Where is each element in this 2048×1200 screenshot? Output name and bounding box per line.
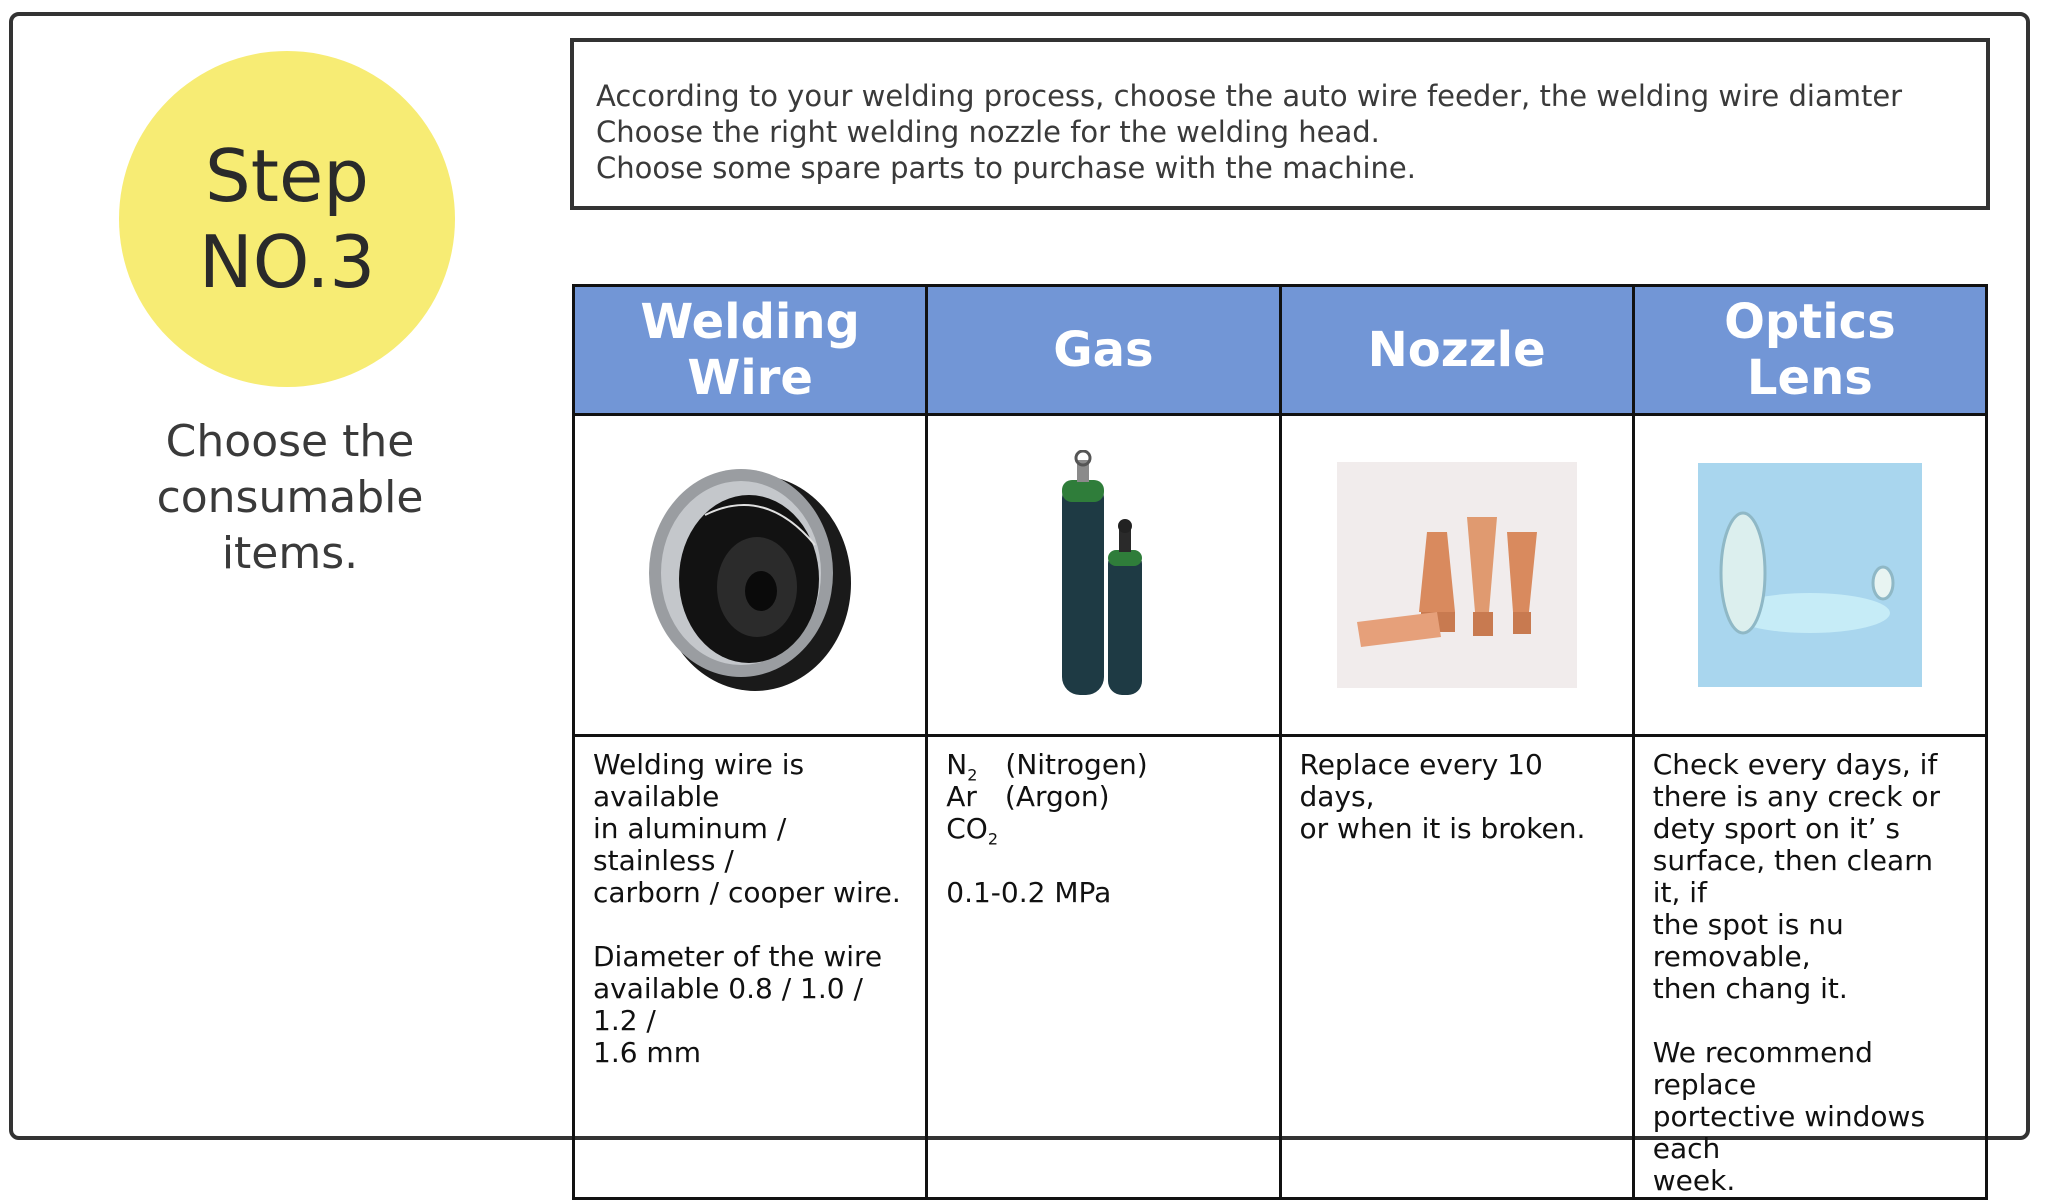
intro-box [570,38,1990,210]
header-line: Welding [640,294,860,350]
step-number: NO.3 [198,220,376,304]
header-nozzle [1280,286,1633,415]
desc-line: dety sport on it’ s [1652,812,1901,845]
desc-line: Check every days, if [1652,748,1938,781]
desc-line: there is any creck or [1652,780,1941,813]
desc-line: 1.6 mm [593,1036,701,1069]
gas-image-cell [927,415,1280,736]
step-subtitle [110,414,470,582]
header-gas [927,286,1280,415]
header-line: Lens [1746,350,1873,406]
gas-co2 [946,812,1262,849]
gas-nitrogen [946,748,1262,785]
optics-lens-image-cell [1633,415,1986,736]
step-subtitle-line: Choose the [165,416,415,467]
welding-wire-spool-icon [645,455,855,695]
consumables-table [572,284,1988,1200]
intro-line: According to your welding process, choose the auto wire feeder, the welding wire diamter [596,79,1903,113]
gas-argon: Ar (Argon) [946,780,1110,813]
desc-line: Welding wire is available [593,748,805,813]
desc-line: surface, then clearn it, if [1652,844,1933,909]
step-subtitle-line: consumable [156,472,424,523]
header-line: Optics [1724,294,1896,350]
welding-wire-description [574,736,927,1199]
desc-line: portective windows each [1652,1100,1926,1165]
desc-line: carborn / cooper wire. [593,876,901,909]
desc-line: available 0.8 / 1.0 / 1.2 / [593,972,863,1037]
optics-lens-description [1633,736,1986,1199]
desc-line: in aluminum / stainless / [593,812,787,877]
desc-line: the spot is nu removable, [1652,908,1844,973]
table-image-row [574,415,1987,736]
table-header-row [574,286,1987,415]
nozzle-description [1280,736,1633,1199]
co2-symbol: CO [946,812,988,845]
header-line: Gas [1053,322,1154,378]
desc-line: We recommend replace [1652,1036,1873,1101]
nitrogen-name: (Nitrogen) [977,748,1148,781]
step-label: Step [205,134,369,218]
step-badge [119,51,455,387]
desc-line: week. [1652,1164,1736,1197]
desc-line: or when it is broken. [1299,812,1586,845]
gas-description [927,736,1280,1199]
step-subtitle-line: items. [221,528,359,579]
nitrogen-symbol: N [946,748,968,781]
nitrogen-subscript: 2 [967,765,978,785]
header-line: Nozzle [1367,322,1546,378]
desc-line: Diameter of the wire [593,940,883,973]
co2-subscript: 2 [987,829,999,849]
intro-line: Choose the right welding nozzle for the welding head. [596,115,1380,149]
copper-nozzles-icon [1337,462,1577,688]
desc-line: then chang it. [1652,972,1848,1005]
table-description-row [574,736,1987,1199]
header-optics-lens [1633,286,1986,415]
nozzle-image-cell [1280,415,1633,736]
header-line: Wire [687,350,813,406]
header-welding-wire [574,286,927,415]
intro-line: Choose some spare parts to purchase with the machine. [596,151,1416,185]
optics-lenses-icon [1698,463,1922,687]
desc-line: Replace every 10 days, [1299,748,1543,813]
welding-wire-image-cell [574,415,927,736]
gas-cylinders-icon [1048,450,1158,700]
gas-pressure: 0.1-0.2 MPa [946,876,1112,909]
